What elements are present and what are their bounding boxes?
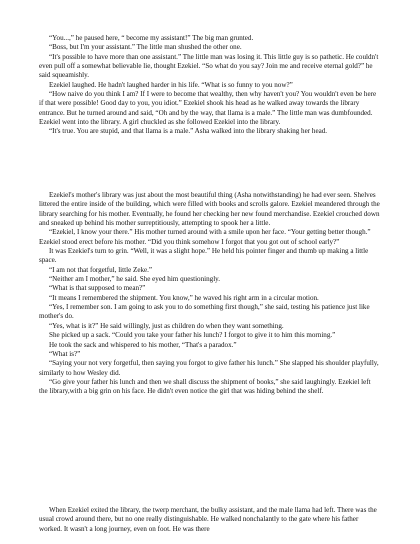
paragraph: “Neither am I mother,” he said. She eyed him questioningly. xyxy=(49,275,221,284)
paragraph: “Yes, what is it?” He said willingly, just as children do when they want something. xyxy=(49,321,284,330)
paragraph: “You...,” he paused here, “ become my assistant!” The big man grunted. xyxy=(49,34,254,42)
paragraph: “It's possible to have more than one assistant.” The little man was losing it. This little guy is so pathetic. He couldn't even pull off a somewhat believable lie, thought Ezekiel. “So what do you say? Join me and receive eternal gold?” he said squeamishly. xyxy=(39,52,379,80)
paragraph: “Saying your not very forgetful, then saying you forgot to give father his lunch.” She slapped his shoulder playfully, similarly to how Wesley did. xyxy=(39,359,379,377)
paragraph: “Yes, I remember son. I am going to ask you to do something first though,” she said, testing his patience just like mother's do. xyxy=(39,303,370,321)
paragraph: Ezekiel laughed. He hadn't laughed harder in his life. “What is so funny to you now?” xyxy=(49,80,293,89)
paragraph: “What is?” xyxy=(49,349,81,358)
story-section-1 xyxy=(39,34,381,137)
paragraph: When Ezekiel exited the library, the twerp merchant, the bulky assistant, and the male llama had left. There was the usual crowd around there, but no one really distinguishable. He walked nonchalantly to the gate where his father worked. It wasn't a long journey, even on foot. He was there xyxy=(39,506,377,533)
paragraph: “Boss, but I'm your assistant.” The little man shushed the other one. xyxy=(49,43,242,52)
paragraph: “How naive do you think I am? If I were to become that wealthy, then why haven't you? You wouldn't even be here if that were possible! Good day to you, you idiot.” Ezekiel shook his head as he walked away towards the library entrance. But he turned around and said, “Oh and by the way, that llama is a male.” The little man was dumbfounded. Ezekiel went into the library. A girl chuckled as she followed Ezekiel into the library. xyxy=(39,90,377,127)
story-section-2 xyxy=(39,191,381,397)
paragraph: “What is that supposed to mean?” xyxy=(49,284,146,293)
paragraph: He took the sack and whispered to his mother, “That's a paradox.” xyxy=(49,340,237,349)
paragraph: She picked up a sack. “Could you take your father his lunch? I forgot to give it to him this morning.” xyxy=(49,331,336,340)
paragraph: It was Ezekiel's turn to grin. “Well, it was a slight hope.” He held his pointer finger and thumb up making a little space. xyxy=(39,247,369,265)
paragraph: “Go give your father his lunch and then we shall discuss the shipment of books,” she said laughingly. Ezekiel left the library,with a big grin on his face. He didn't even notice the girl that was hiding behind the shelf. xyxy=(39,377,371,396)
paragraph: Ezekiel's mother's library was just about the most beautiful thing (Asha notwithstanding) he had ever seen. Shelves littered the entire inside of the building, which were filled with books and scrolls galore. Ezekiel meandered through the library searching for his mother. Eventually, he found her checking her new found merchandise. Ezekiel crouched down and sneaked up behind his mother surreptitiously, attempting to spook her a little. xyxy=(39,191,380,228)
paragraph: “Ezekiel, I know your there.” His mother turned around with a smile upon her face. “Your getting better though.” Ezekiel stood erect before his mother. “Did you think somehow I forgot that you got out of school early?” xyxy=(39,228,371,246)
paragraph: “It means I remembered the shipment. You know,” he waved his right arm in a circular motion. xyxy=(49,293,319,302)
paragraph: “I am not that forgetful, little Zeke.” xyxy=(49,265,153,274)
story-section-3 xyxy=(39,506,381,534)
paragraph: “It's true. You are stupid, and that llama is a male.” Asha walked into the library shaking her head. xyxy=(49,127,328,136)
